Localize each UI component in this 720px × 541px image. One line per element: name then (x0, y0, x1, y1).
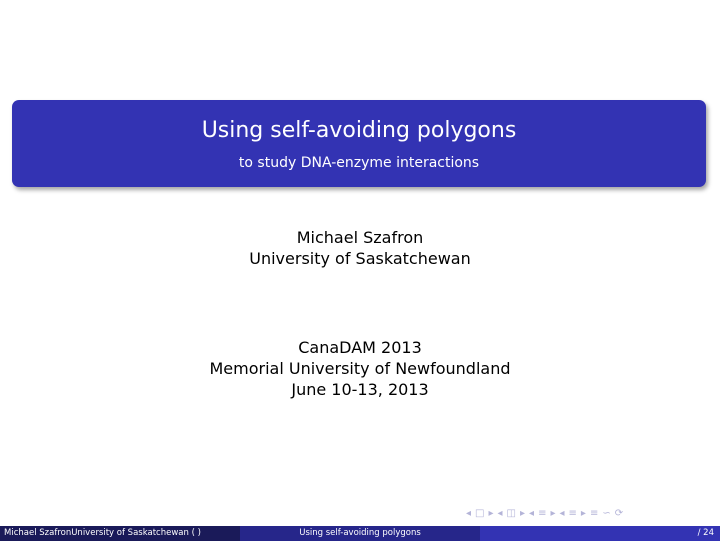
nav-prev-slide-icon[interactable]: ◂ (497, 507, 503, 519)
event-name: CanaDAM 2013 (298, 338, 422, 357)
nav-back-icon[interactable]: ⟳ (614, 507, 624, 519)
event-block (0, 337, 720, 400)
author-block (0, 227, 720, 269)
nav-next-frame-icon[interactable]: ▸ (488, 507, 494, 519)
nav-next-subsection-icon[interactable]: ▸ (580, 507, 586, 519)
nav-next-section-icon[interactable]: ▸ (550, 507, 556, 519)
event-dates: June 10-13, 2013 (291, 380, 429, 399)
nav-subsection-icon[interactable]: ≡ (568, 507, 577, 519)
nav-next-slide-icon[interactable]: ▸ (520, 507, 526, 519)
footer-page-number: / 24 (480, 526, 720, 541)
presentation-subtitle: to study DNA-enzyme interactions (238, 155, 480, 171)
nav-section-icon[interactable]: ≡ (538, 507, 547, 519)
title-block (12, 100, 706, 187)
presentation-title: Using self-avoiding polygons (201, 118, 517, 143)
author-affiliation: University of Saskatchewan (249, 249, 471, 268)
nav-prev-section-icon[interactable]: ◂ (529, 507, 535, 519)
nav-appendix-icon[interactable]: ≡ (589, 507, 599, 519)
nav-prev-subsection-icon[interactable]: ◂ (559, 507, 565, 519)
nav-search-icon[interactable]: ∽ (602, 507, 611, 519)
footer-bar (0, 526, 720, 541)
footer-title: Using self-avoiding polygons (240, 526, 480, 541)
author-name: Michael Szafron (296, 228, 424, 247)
nav-prev-frame-icon[interactable]: ◂ (466, 507, 472, 519)
footer-author: Michael SzafronUniversity of Saskatchewan ( ) (0, 526, 240, 541)
nav-slide-icon[interactable]: ◫ (506, 507, 516, 519)
navigation-controls[interactable] (466, 506, 706, 520)
event-venue: Memorial University of Newfoundland (209, 359, 511, 378)
nav-frame-icon[interactable]: □ (475, 507, 485, 519)
